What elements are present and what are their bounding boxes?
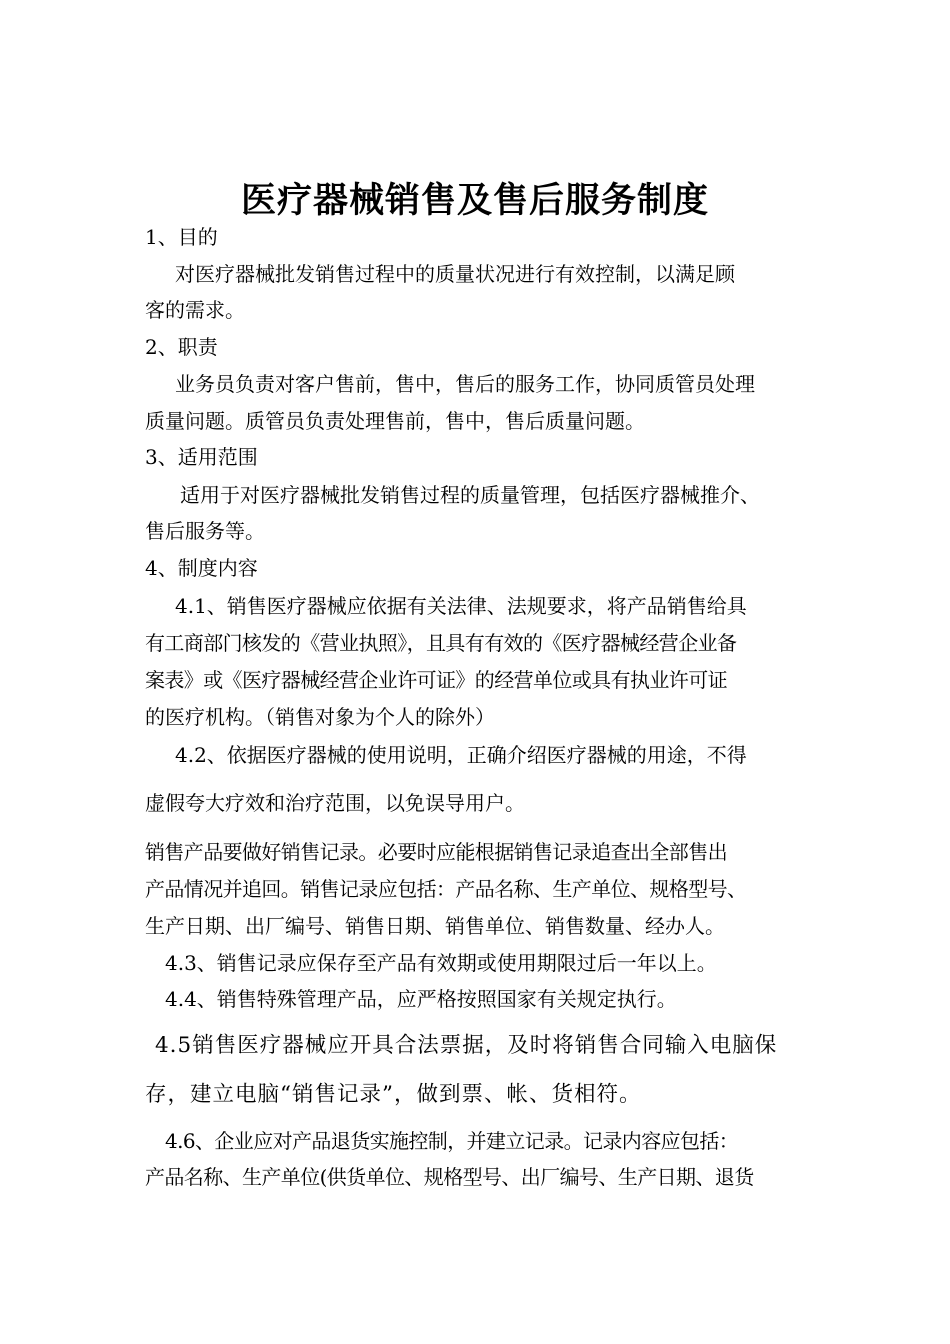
clause-4-1: 4.1、销售医疗器械应依据有关法律、法规要求，将产品销售给具 <box>175 594 747 618</box>
paragraph-line: 业务员负责对客户售前，售中，售后的服务工作，协同质管员处理 <box>175 372 755 396</box>
paragraph-line: 产品名称、生产单位(供货单位、规格型号、出厂编号、生产日期、退货 <box>145 1165 754 1189</box>
section-heading-content: 4、制度内容 <box>145 556 258 580</box>
paragraph-line: 案表》或《医疗器械经营企业许可证》的经营单位或具有执业许可证 <box>145 668 727 692</box>
clause-4-6: 4.6、企业应对产品退货实施控制，并建立记录。记录内容应包括： <box>165 1129 739 1153</box>
paragraph-line: 售后服务等。 <box>145 519 265 543</box>
paragraph-line: 适用于对医疗器械批发销售过程的质量管理，包括医疗器械推介、 <box>180 483 760 507</box>
paragraph-line: 存，建立电脑“销售记录”，做到票、帐、货相符。 <box>145 1082 642 1107</box>
document-title: 医疗器械销售及售后服务制度 <box>240 180 709 221</box>
clause-4-3: 4.3、销售记录应保存至产品有效期或使用期限过后一年以上。 <box>165 951 717 975</box>
section-heading-purpose: 1、目的 <box>145 225 218 249</box>
section-heading-duties: 2、职责 <box>145 335 218 359</box>
paragraph-line: 客的需求。 <box>145 298 245 322</box>
paragraph-line: 虚假夸大疗效和治疗范围，以免误导用户。 <box>145 791 525 815</box>
paragraph-line: 对医疗器械批发销售过程中的质量状况进行有效控制，以满足顾 <box>175 262 735 286</box>
clause-4-5: 4.5销售医疗器械应开具合法票据，及时将销售合同输入电脑保 <box>155 1033 778 1058</box>
section-heading-scope: 3、适用范围 <box>145 445 258 469</box>
paragraph-line: 的医疗机构。（销售对象为个人的除外） <box>145 705 495 729</box>
paragraph-line: 生产日期、出厂编号、销售日期、销售单位、销售数量、经办人。 <box>145 914 725 938</box>
paragraph-line: 产品情况并追回。销售记录应包括：产品名称、生产单位、规格型号、 <box>145 877 747 901</box>
clause-4-4: 4.4、销售特殊管理产品，应严格按照国家有关规定执行。 <box>165 987 677 1011</box>
paragraph-line: 有工商部门核发的《营业执照》，且具有有效的《医疗器械经营企业备 <box>145 631 737 655</box>
paragraph-line: 销售产品要做好销售记录。必要时应能根据销售记录追查出全部售出 <box>145 840 727 864</box>
paragraph-line: 质量问题。质管员负责处理售前，售中，售后质量问题。 <box>145 409 645 433</box>
clause-4-2: 4.2、依据医疗器械的使用说明，正确介绍医疗器械的用途，不得 <box>175 743 747 767</box>
